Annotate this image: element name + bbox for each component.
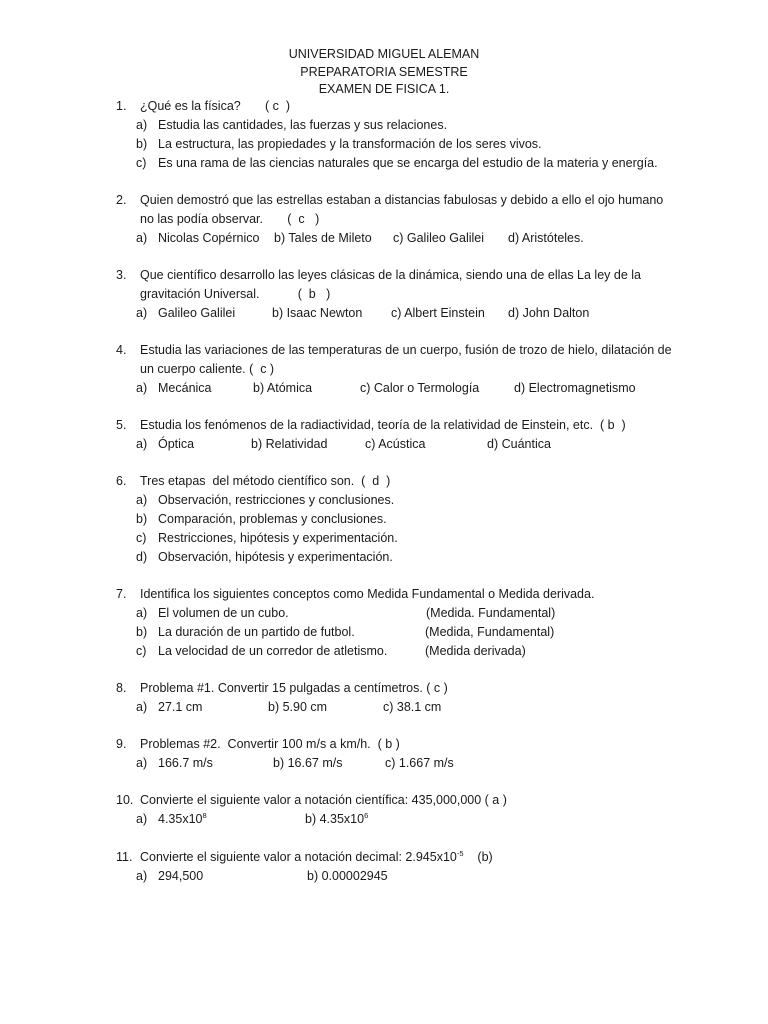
question-6 xyxy=(0,472,768,567)
question-text: ¿Qué es la física? ( c ) xyxy=(140,99,291,113)
question-10 xyxy=(0,791,768,829)
option-answer: (Medida derivada) xyxy=(425,644,526,658)
option-a: Óptica xyxy=(158,437,195,451)
question-text: Estudia las variaciones de las temperaturas de un cuerpo, fusión de trozo de hielo, dilatación de xyxy=(140,343,672,357)
option-b: b) Relatividad xyxy=(251,437,328,451)
option-a: Mecánica xyxy=(158,381,212,395)
option-a: Nicolas Copérnico xyxy=(158,231,260,245)
question-number: 6. xyxy=(116,474,127,488)
school-name: PREPARATORIA SEMESTRE xyxy=(300,64,468,79)
question-7 xyxy=(0,585,768,661)
question-2 xyxy=(0,191,768,248)
option-c: c) La velocidad de un corredor de atletismo. (Medida derivada) xyxy=(0,642,768,661)
exam-header xyxy=(0,46,768,99)
options-row xyxy=(0,754,768,773)
question-number: 10. xyxy=(116,793,134,807)
question-number: 7. xyxy=(116,587,127,601)
option-b: b) Atómica xyxy=(253,381,313,395)
question-11 xyxy=(0,848,768,886)
question-text: Problema #1. Convertir 15 pulgadas a centímetros. ( c ) xyxy=(140,681,448,695)
question-number: 1. xyxy=(116,99,127,113)
option-c: c) Acústica xyxy=(365,437,426,451)
option-a: Galileo Galilei xyxy=(158,306,236,320)
option-c: c) Restricciones, hipótesis y experimentación. xyxy=(136,531,398,545)
question-number: 5. xyxy=(116,418,127,432)
option-label: a) xyxy=(136,381,148,395)
option-label: a) xyxy=(136,700,148,714)
question-text: Identifica los siguientes conceptos como Medida Fundamental o Medida derivada. xyxy=(140,587,595,601)
option-b: b) Isaac Newton xyxy=(272,306,363,320)
question-4 xyxy=(0,341,768,398)
option-b: b) Comparación, problemas y conclusiones. xyxy=(136,512,387,526)
question-text: Que científico desarrollo las leyes clásicas de la dinámica, siendo una de ellas La ley de la xyxy=(140,268,641,282)
exponent: 6 xyxy=(364,811,369,820)
options-row xyxy=(0,435,768,454)
question-text-continued: no las podía observar. ( c ) xyxy=(140,212,320,226)
options-row xyxy=(0,698,768,717)
question-number: 3. xyxy=(116,268,127,282)
question-3 xyxy=(0,266,768,323)
option-a: 166.7 m/s xyxy=(158,756,213,770)
question-text-continued: gravitación Universal. ( b ) xyxy=(140,287,331,301)
option-d: d) Observación, hipótesis y experimentación. xyxy=(136,550,393,564)
option-c: c) 38.1 cm xyxy=(383,700,442,714)
option-c: c) Calor o Termología xyxy=(360,381,480,395)
option-c: c) Es una rama de las ciencias naturales que se encarga del estudio de la materia y energía. xyxy=(136,156,658,170)
option-a: $4.35x10^8$ xyxy=(158,811,207,826)
exponent: -5 xyxy=(456,849,464,858)
option-b: b) 5.90 cm xyxy=(268,700,328,714)
exam-title: EXAMEN DE FISICA 1. xyxy=(318,82,450,96)
university-name: UNIVERSIDAD MIGUEL ALEMAN xyxy=(288,47,480,61)
question-text: Tres etapas del método científico son. ( d ) xyxy=(140,474,391,488)
option-label: a) xyxy=(136,306,148,320)
exponent: 8 xyxy=(202,811,207,820)
option-b: b) 16.67 m/s xyxy=(273,756,343,770)
option-label: a) xyxy=(136,756,148,770)
question-text-continued: un cuerpo caliente. ( c ) xyxy=(140,362,275,376)
question-number: 9. xyxy=(116,737,127,751)
question-text: Problemas #2. Convertir 100 m/s a km/h. ( b ) xyxy=(140,737,400,751)
options-row xyxy=(0,304,768,323)
option-b: b) Tales de Mileto xyxy=(274,231,372,245)
option-label: a) xyxy=(136,869,148,883)
option-answer: (Medida. Fundamental) xyxy=(426,606,556,620)
option-c: c) Galileo Galilei xyxy=(393,231,485,245)
option-b: b) La estructura, las propiedades y la transformación de los seres vivos. xyxy=(136,137,542,151)
option-label: a) xyxy=(136,231,148,245)
question-number: 11. xyxy=(116,850,133,864)
options-row xyxy=(0,379,768,398)
question-number: 4. xyxy=(116,343,127,357)
question-text: Quien demostró que las estrellas estaban a distancias fabulosas y debido a ello el ojo humano xyxy=(140,193,664,207)
option-b: b) La duración de un partido de futbol. (Medida, Fundamental) xyxy=(0,623,768,642)
options-row xyxy=(0,229,768,248)
question-8 xyxy=(0,679,768,717)
option-label: a) xyxy=(136,812,148,826)
option-d: d) John Dalton xyxy=(508,306,590,320)
question-text: Convierte el siguiente valor a notación científica: 435,000,000 ( a ) xyxy=(140,793,507,807)
options-row xyxy=(0,867,768,886)
question-9 xyxy=(0,735,768,773)
options-row xyxy=(0,810,768,829)
option-a: a) Estudia las cantidades, las fuerzas y sus relaciones. xyxy=(136,118,448,132)
option-a: 294,500 xyxy=(158,869,204,883)
option-a: a) Observación, restricciones y conclusiones. xyxy=(136,493,395,507)
question-number: 8. xyxy=(116,681,127,695)
question-1 xyxy=(0,97,768,173)
question-text: Convierte el siguiente valor a notación decimal: $2.945x10^{-5}$ (b) xyxy=(140,849,493,864)
option-d: d) Electromagnetismo xyxy=(514,381,636,395)
option-b: b) 0.00002945 xyxy=(307,869,388,883)
option-a: 27.1 cm xyxy=(158,700,203,714)
option-answer: (Medida, Fundamental) xyxy=(425,625,555,639)
question-text: Estudia los fenómenos de la radiactividad, teoría de la relatividad de Einstein, etc. ( b ) xyxy=(140,418,626,432)
option-c: c) 1.667 m/s xyxy=(385,756,454,770)
option-d: d) Aristóteles. xyxy=(508,231,584,245)
option-a: a) El volumen de un cubo. (Medida. Fundamental) xyxy=(0,604,768,623)
question-5 xyxy=(0,416,768,454)
option-b: b) $4.35x10^6$ xyxy=(305,811,369,826)
option-d: d) Cuántica xyxy=(487,437,551,451)
question-number: 2. xyxy=(116,193,127,207)
option-label: a) xyxy=(136,437,148,451)
option-c: c) Albert Einstein xyxy=(391,306,485,320)
